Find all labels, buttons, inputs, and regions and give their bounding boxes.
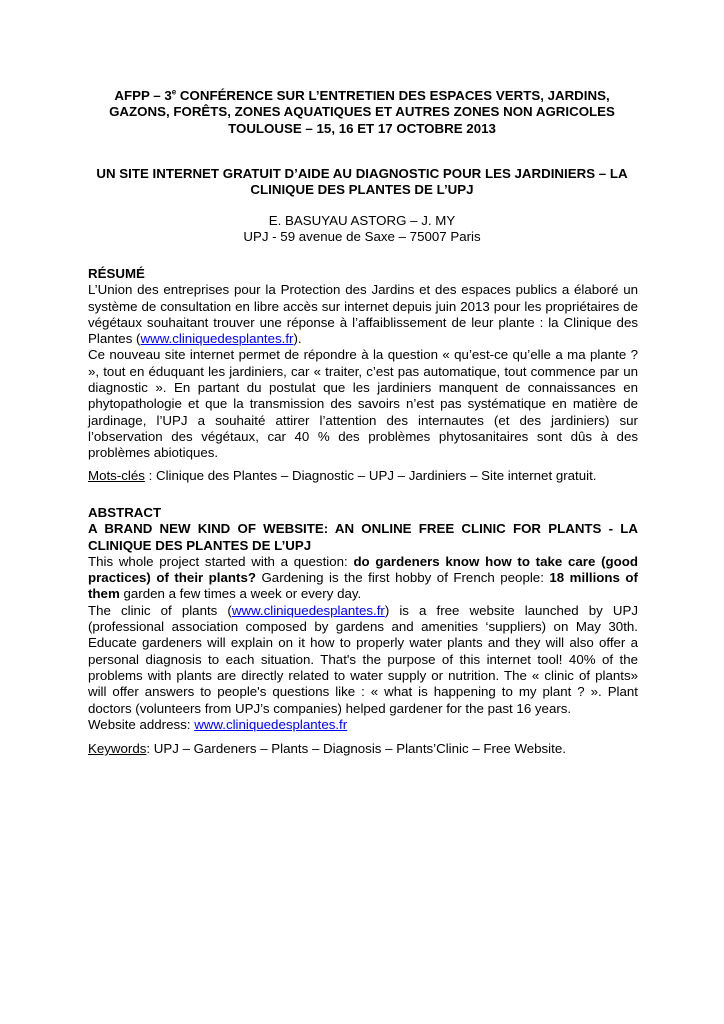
abstract-paragraph-2: The clinic of plants (www.cliniquedesplantes.fr) is a free website launched by UPJ (professional association composed by gardens and amenities ‘suppliers) on May 30th. Educate gardeners will explain on it how to properly water plants and they will also offer a personal diagnosis to each situation. That's the purpose of this internet tool! 40% of the problems with plants are directly related to water supply or nutrition. The « clinic of plants» will offer answers to people's questions like : « what is happening to my plant ? ». Plant doctors (volunteers from UPJ’s companies) helped gardener for the past 16 years. (88, 602, 639, 716)
paper-title (60, 166, 664, 199)
abstract-title-line-2: CLINIQUE DES PLANTES DE L’UPJ (88, 537, 312, 553)
abstract-paragraph-1: This whole project started with a question: do gardeners know how to take care (good practices) of their plants? Gardening is the first hobby of French people: 18 millions of them garden a few times a week or every day. (88, 553, 638, 602)
resume-paragraph-1: L’Union des entreprises pour la Protection des Jardins et des espaces publics a élaboré un système de consultation en libre accès sur internet depuis juin 2013 pour les propriétaires de végétaux souhaitant trouver une réponse à l’affaiblissement de leur plante : la Clinique des Plantes (www.cliniquedesplantes.fr). (88, 282, 638, 347)
abstract-keywords (88, 741, 638, 757)
abstract-title-line-1: A BRAND NEW KIND OF WEBSITE: AN ONLINE FREE CLINIC FOR PLANTS - LA (88, 521, 638, 537)
clinic-link-resume[interactable]: www.cliniquedesplantes.fr (140, 331, 294, 347)
conference-line-2: GAZONS, FORÊTS, ZONES AQUATIQUES ET AUTRES ZONES NON AGRICOLES (109, 104, 615, 120)
keywords-text: : UPJ – Gardeners – Plants – Diagnosis – Plants’Clinic – Free Website. (146, 741, 566, 756)
author-names: E. BASUYAU ASTORG – J. MY (268, 213, 456, 228)
paper-title-line-2: CLINIQUE DES PLANTES DE L’UPJ (250, 182, 474, 198)
resume-paragraph-2: Ce nouveau site internet permet de répondre à la question « qu’est-ce qu’elle a ma plante ? », tout en éduquant les jardiniers, car « traiter, c’est pas automatique, tout commence par un diagnostic ». En partant du postulat que les jardiniers manquent de connaissances en phytopathologie et que la transmission des savoirs n’est pas systématique en matière de jardinage, l’UPJ a souhaité attirer l’attention des internautes (et des jardiniers) sur l’observation des végétaux, car 40 % des problèmes phytosanitaires sont dûs à des problèmes abiotiques. (88, 347, 638, 461)
website-address: Website address: www.cliniquedesplantes.fr (88, 716, 348, 732)
conference-line-3: TOULOUSE – 15, 16 ET 17 OCTOBRE 2013 (228, 120, 496, 136)
resume-section (88, 266, 638, 462)
abstract-section (88, 505, 638, 733)
authors-block (60, 213, 664, 246)
mots-cles-label: Mots-clés (88, 468, 145, 483)
resume-heading: RÉSUMÉ (88, 266, 145, 281)
ordinal-superscript: e (171, 87, 177, 97)
abstract-heading: ABSTRACT (88, 505, 162, 520)
paper-title-line-1: UN SITE INTERNET GRATUIT D’AIDE AU DIAGNOSTIC POUR LES JARDINIERS – LA (96, 166, 628, 181)
author-address: UPJ - 59 avenue de Saxe – 75007 Paris (243, 229, 481, 245)
keywords-label: Keywords (88, 741, 147, 756)
mots-cles-text: : Clinique des Plantes – Diagnostic – UPJ – Jardiniers – Site internet gratuit. (144, 468, 597, 483)
resume-keywords (88, 468, 638, 484)
conference-line-1: AFPP – 3e CONFÉRENCE SUR L’ENTRETIEN DES ESPACES VERTS, JARDINS, (114, 87, 610, 103)
clinic-link-website[interactable]: www.cliniquedesplantes.fr (194, 716, 348, 732)
abstract-title (88, 521, 638, 554)
clinic-link-abstract[interactable]: www.cliniquedesplantes.fr (231, 602, 385, 618)
conference-header (60, 88, 664, 137)
